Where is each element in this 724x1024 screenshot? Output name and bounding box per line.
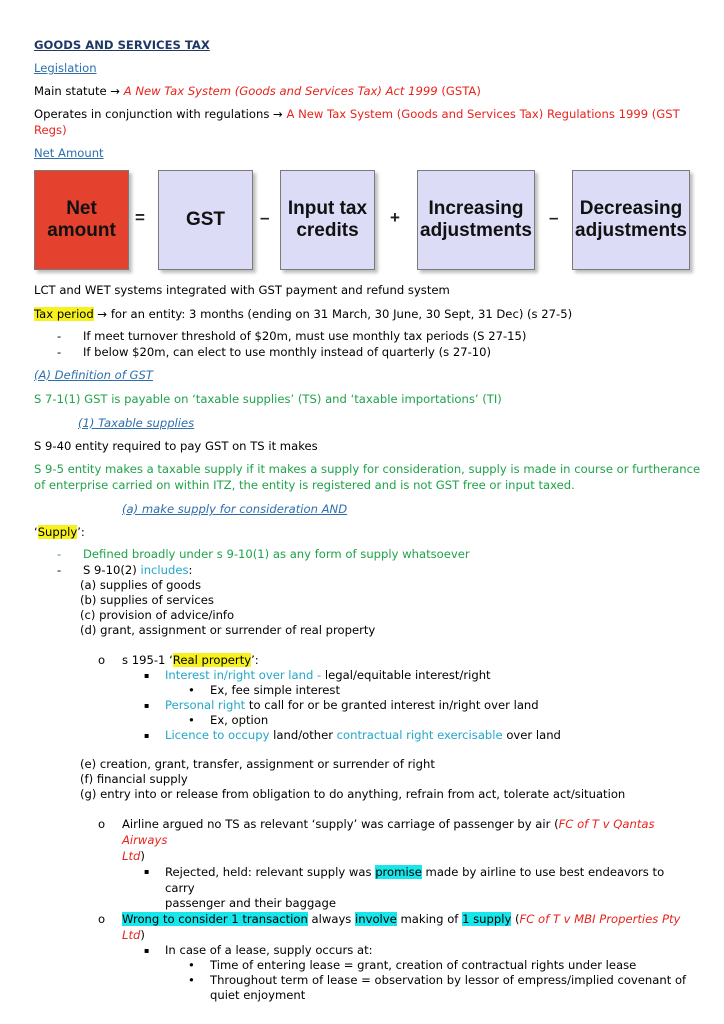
one-supply-highlight: 1 supply [462,912,512,926]
mbi-case-item [34,911,690,943]
square-bullet-icon: ▪ [144,946,150,955]
qantas-case-cont [34,848,690,864]
s9-10-2-label: S 9-10(2) [83,563,141,577]
net-amount-heading: Net Amount [34,146,104,160]
licence-to-occupy: Licence to occupy [165,728,270,742]
rejected-text-2: made by airline to use best endeavors to carry [165,865,665,895]
minus-sign-2: – [549,208,559,227]
real-property-label: Real property [172,653,252,667]
rejected-text-1: Rejected, held: relevant supply was [165,865,376,879]
circle-bullet-icon: o [98,817,106,831]
qantas-case-name: FC of T v Qantas Airways [122,817,655,847]
wrong-highlight: Wrong to consider 1 transaction [122,912,308,926]
interest-example-text: Ex, fee simple interest [210,683,341,697]
main-statute-act: A New Tax System (Goods and Services Tax) Act 1999 [123,84,438,98]
regulations-name: A New Tax System (Goods and Services Tax) Regulations 1999 (GST [286,107,680,121]
plus-sign: + [390,208,400,227]
definition-gst-heading: (A) Definition of GST [34,368,153,382]
list-item: (e) creation, grant, transfer, assignment or surrender of right [80,757,435,771]
tax-period-list [57,328,690,360]
lease-item-1 [34,958,690,973]
square-bullet-icon: ▪ [144,731,150,740]
square-bullet-icon: ▪ [144,701,150,710]
lease-intro-text: In case of a lease, supply occurs at: [165,943,373,957]
qantas-close: ) [140,849,145,863]
list-item: (f) financial supply [80,772,188,786]
circle-bullet-icon: o [98,912,106,926]
supply-list [57,546,690,578]
s9-5-line-1: S 9-5 entity makes a taxable supply if it makes a supply for consideration, supply is made in course or furtherance [34,462,701,476]
includes-colon: : [188,563,193,577]
net-amount-formula [34,170,690,274]
increasing-adjustments-box: Increasing adjustments [417,170,535,270]
personal-right: Personal right [165,698,246,712]
interest-rest: legal/equitable interest/right [324,668,491,682]
personal-right-rest: to call for or be granted interest in/right over land [248,698,539,712]
taxable-supplies-heading: (1) Taxable supplies [78,416,195,430]
supply-open-quote: ‘ [34,525,38,539]
list-item: - Defined broadly under s 9-10(1) as any form of supply whatsoever [57,546,690,562]
lease-item-2 [34,973,690,988]
page-heading: GOODS AND SERVICES TAX [34,38,210,52]
real-property-suffix: ’: [251,653,259,667]
supply-label: Supply [37,525,78,539]
make-supply-heading: (a) make supply for consideration AND [122,502,348,516]
decreasing-adjustments-box: Decreasing adjustments [572,170,690,270]
involve-highlight: involve [355,912,397,926]
input-tax-credits-box: Input tax credits [280,170,375,270]
lease-item-2-cont [34,988,690,1003]
circle-bullet-icon: o [98,653,106,667]
list-item: (b) supplies of services [80,593,214,607]
real-property-interest [34,668,690,683]
supply-categories-a-d [80,578,690,638]
tax-period-line [34,306,690,322]
interest-in-land: Interest in/right over land [165,668,314,682]
lct-wet-line: LCT and WET systems integrated with GST payment and refund system [34,283,450,297]
list-item [57,562,690,578]
equals-sign: = [135,208,145,227]
making-of-text: making of [396,912,463,926]
square-bullet-icon: ▪ [144,671,150,680]
regulations-line [34,106,690,122]
minus-sign-1: – [260,208,270,227]
lease-item-text: Throughout term of lease = observation by lessor of empress/implied covenant of [210,973,687,987]
real-property-personal-right [34,698,690,713]
real-property-item [34,652,690,668]
regulations-label: Operates in conjunction with regulations → [34,107,287,121]
lease-item-text: Time of entering lease = grant, creation of contractual rights under lease [210,958,637,972]
dot-bullet-icon: • [188,973,195,987]
list-item: (c) provision of advice/info [80,608,235,622]
list-item: (a) supplies of goods [80,578,202,592]
includes-word: includes [140,563,189,577]
licence-rest: land/other [273,728,337,742]
promise-highlight: promise [375,865,422,879]
dot-bullet-icon: • [188,683,195,697]
dot-bullet-icon: • [188,713,195,727]
rejected-text-3: passenger and their baggage [165,896,336,910]
list-item: (d) grant, assignment or surrender of real property [80,623,376,637]
personal-right-example [34,713,690,728]
main-statute-label: Main statute → [34,84,124,98]
square-bullet-icon: ▪ [144,867,150,876]
supply-close-quote: ’: [77,525,85,539]
tax-period-label: Tax period [34,307,94,321]
qantas-text: Airline argued no TS as relevant ‘supply’ was carriage of passenger by air ( [122,817,559,831]
qantas-held-cont [34,896,690,911]
regulations-name-cont: Regs) [34,123,67,137]
main-statute-abbr: (GSTA) [437,84,481,98]
legislation-heading: Legislation [34,61,97,75]
interest-example [34,683,690,698]
real-property-prefix: s 195-1 ‘ [122,653,173,667]
net-amount-box: Net amount [34,170,129,270]
list-item: (g) entry into or release from obligation to do anything, refrain from act, tolerate act/situation [80,787,626,801]
s9-40-line: S 9-40 entity required to pay GST on TS it makes [34,439,318,453]
list-item: - If meet turnover threshold of $20m, must use monthly tax periods (S 27-15) [57,328,690,344]
lease-item-text-cont: quiet enjoyment [210,988,306,1002]
licence-rest-2: over land [502,728,561,742]
document-page [34,37,701,1003]
lease-intro [34,943,690,958]
qantas-case-name-cont: Ltd [122,849,141,863]
qantas-case-item [34,816,690,848]
tax-period-text: for an entity: 3 months (ending on 31 March, 30 June, 30 Sept, 31 Dec) (s 27-5) [110,307,573,321]
tax-period-arrow: → [93,307,111,321]
dot-bullet-icon: • [188,958,195,972]
supply-heading [34,524,690,540]
list-item: - If below $20m, can elect to use monthly instead of quarterly (s 27-10) [57,344,690,360]
personal-right-example-text: Ex, option [210,713,269,727]
always-text: always [307,912,356,926]
mbi-open-paren: ( [511,912,520,926]
s7-1-line: S 7-1(1) GST is payable on ‘taxable supplies’ (TS) and ‘taxable importations’ (TI) [34,392,502,406]
contractual-right: contractual right exercisable [336,728,503,742]
qantas-held [34,864,690,896]
interest-sep: - [313,668,325,682]
gst-box: GST [158,170,253,270]
mbi-case-name: FC of T v MBI Properties Pty Ltd [122,912,681,942]
real-property-licence [34,728,690,743]
main-statute-line [34,83,690,99]
mbi-close-paren: ) [140,928,145,942]
supply-categories-e-g [80,757,690,802]
s9-5-line-2: of enterprise carried on within ITZ, the entity is registered and is not GST free or input taxed. [34,478,575,492]
